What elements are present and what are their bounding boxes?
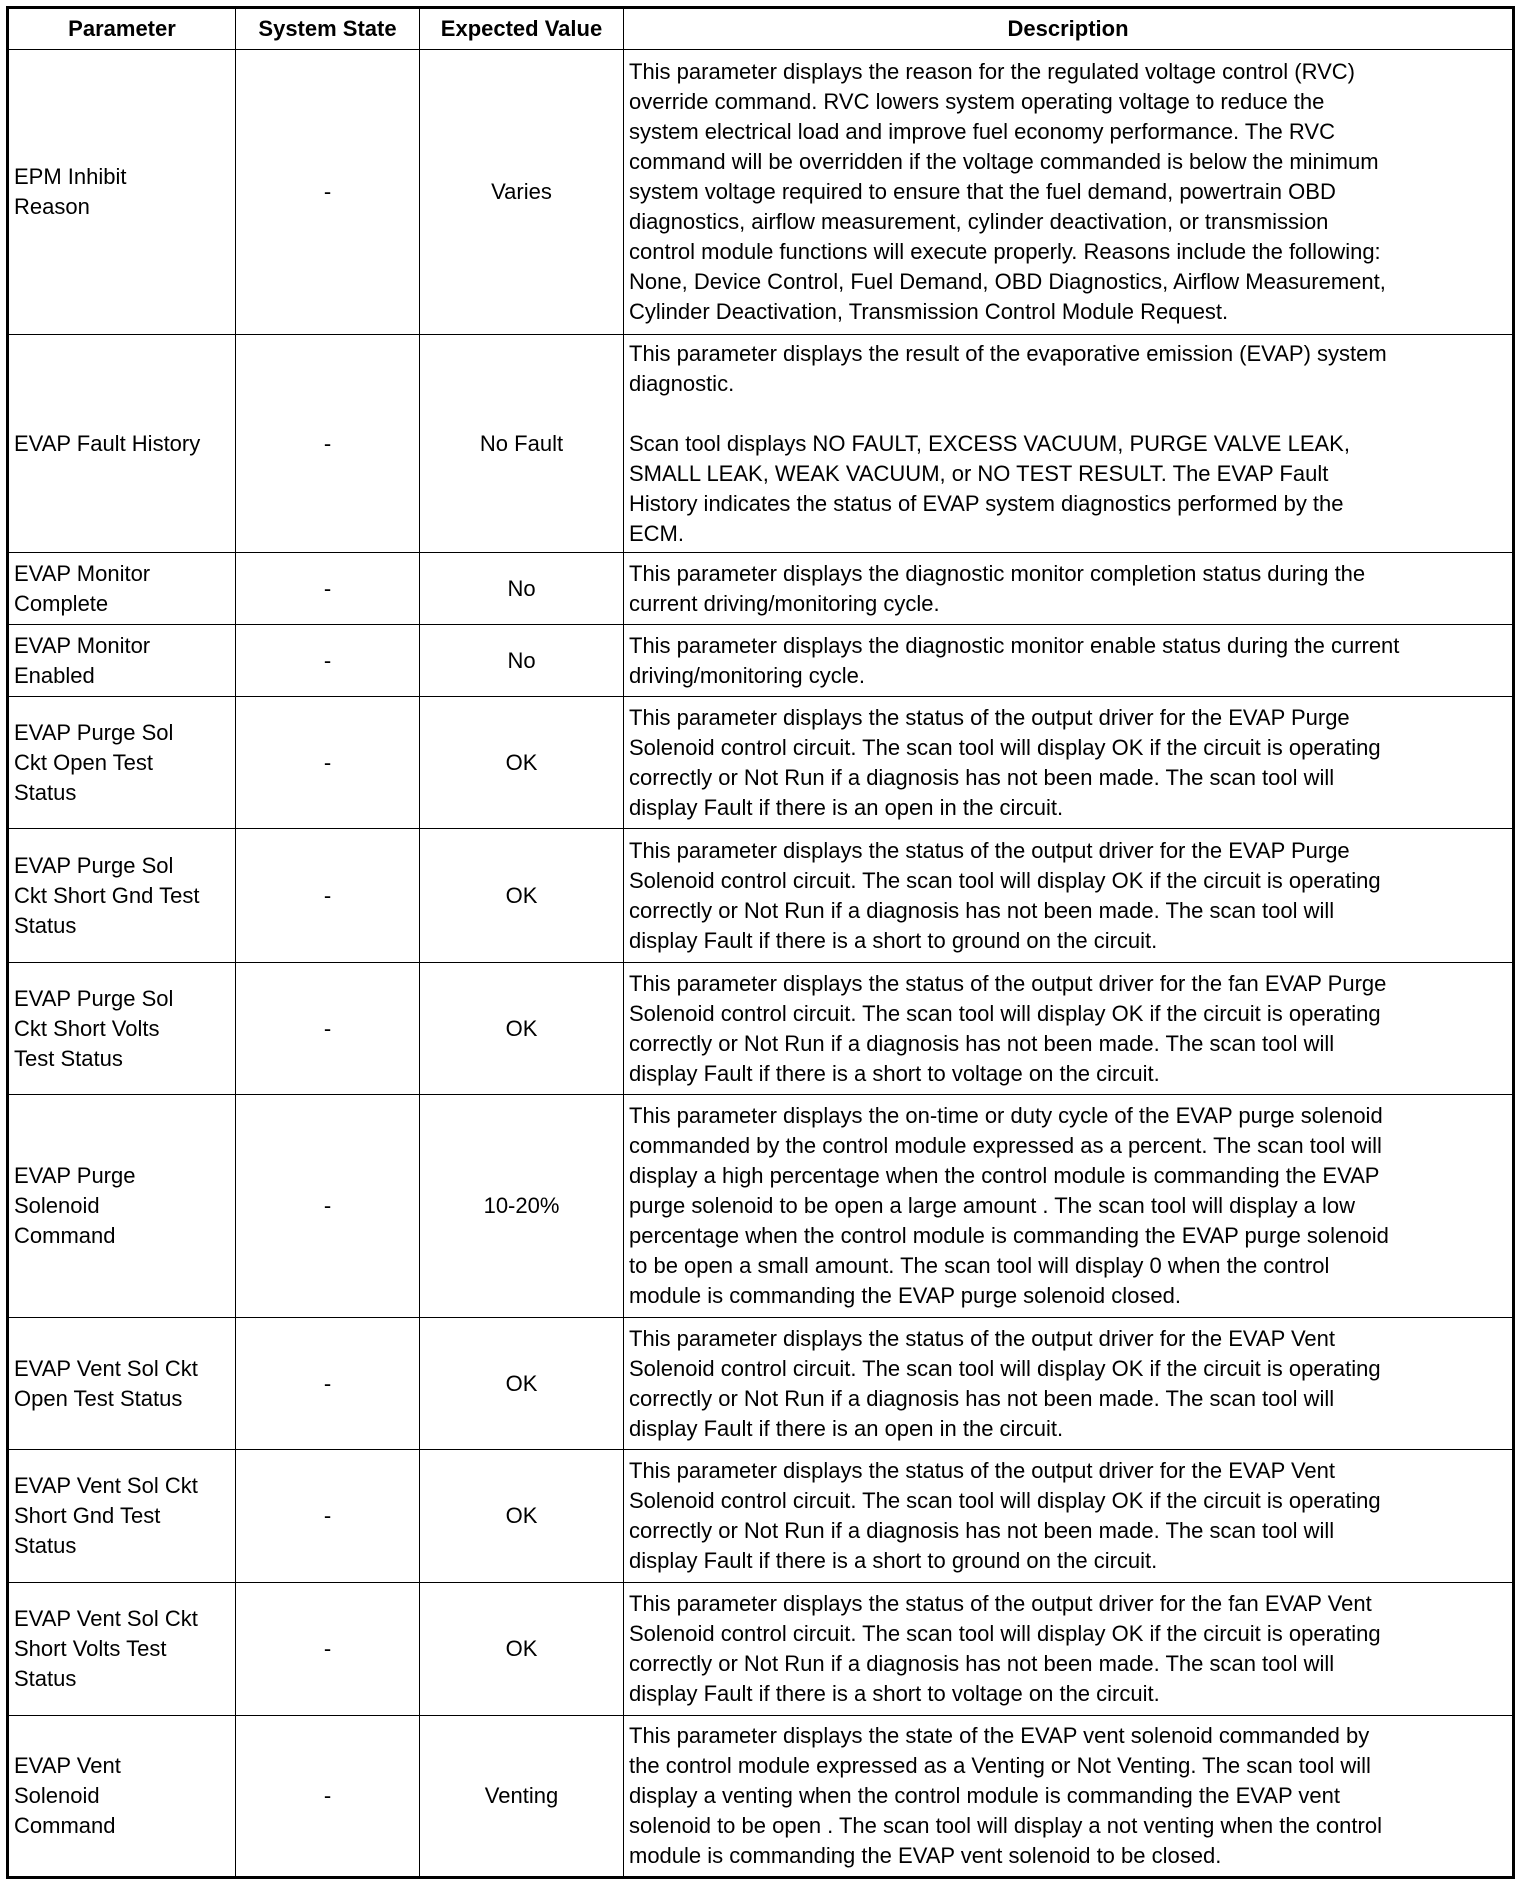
system-state-cell: -: [236, 553, 420, 625]
system-state-cell: -: [236, 1583, 420, 1716]
system-state-cell: -: [236, 697, 420, 829]
parameter-table: [6, 6, 1515, 1879]
table-row: [8, 697, 1514, 829]
expected-value-cell: OK: [420, 1318, 624, 1450]
table-row: [8, 829, 1514, 963]
table-row: [8, 335, 1514, 553]
header-parameter: Parameter: [8, 8, 236, 50]
description-cell: This parameter displays the status of the output driver for the EVAP Purge Solenoid control circuit. The scan tool will display OK if the circuit is operating correctly or Not Run if a diagnosis has not been made. The scan tool will display Fault if there is a short to ground on the circuit.: [624, 829, 1514, 963]
system-state-cell: -: [236, 50, 420, 335]
table-row: [8, 50, 1514, 335]
description-cell: This parameter displays the diagnostic monitor completion status during the current driving/monitoring cycle.: [624, 553, 1514, 625]
description-cell: This parameter displays the status of the output driver for the EVAP Vent Solenoid control circuit. The scan tool will display OK if the circuit is operating correctly or Not Run if a diagnosis has not been made. The scan tool will display Fault if there is an open in the circuit.: [624, 1318, 1514, 1450]
expected-value-cell: OK: [420, 1450, 624, 1583]
system-state-cell: -: [236, 1318, 420, 1450]
header-description: Description: [624, 8, 1514, 50]
header-row: [8, 8, 1514, 50]
description-cell: This parameter displays the state of the EVAP vent solenoid commanded by the control module expressed as a Venting or Not Venting. The scan tool will display a venting when the control module is commanding the EVAP vent solenoid to be open . The scan tool will display a not venting when the control module is commanding the EVAP vent solenoid to be closed.: [624, 1716, 1514, 1878]
description-cell: This parameter displays the status of the output driver for the fan EVAP Vent Solenoid control circuit. The scan tool will display OK if the circuit is operating correctly or Not Run if a diagnosis has not been made. The scan tool will display Fault if there is a short to voltage on the circuit.: [624, 1583, 1514, 1716]
system-state-cell: -: [236, 1095, 420, 1318]
expected-value-cell: No: [420, 625, 624, 697]
expected-value-cell: 10-20%: [420, 1095, 624, 1318]
system-state-cell: -: [236, 1716, 420, 1878]
parameter-cell: EVAP Vent Solenoid Command: [8, 1716, 236, 1878]
description-cell: This parameter displays the diagnostic monitor enable status during the current driving/monitoring cycle.: [624, 625, 1514, 697]
expected-value-cell: No Fault: [420, 335, 624, 553]
system-state-cell: -: [236, 1450, 420, 1583]
expected-value-cell: OK: [420, 697, 624, 829]
table-row: [8, 553, 1514, 625]
table-row: [8, 1716, 1514, 1878]
table-row: [8, 625, 1514, 697]
table-row: [8, 1583, 1514, 1716]
description-cell: This parameter displays the status of the output driver for the EVAP Purge Solenoid control circuit. The scan tool will display OK if the circuit is operating correctly or Not Run if a diagnosis has not been made. The scan tool will display Fault if there is an open in the circuit.: [624, 697, 1514, 829]
expected-value-cell: OK: [420, 963, 624, 1095]
parameter-cell: EVAP Purge Sol Ckt Open Test Status: [8, 697, 236, 829]
parameter-cell: EVAP Vent Sol Ckt Short Volts Test Status: [8, 1583, 236, 1716]
system-state-cell: -: [236, 625, 420, 697]
parameter-cell: EVAP Fault History: [8, 335, 236, 553]
description-cell: This parameter displays the on-time or duty cycle of the EVAP purge solenoid commanded by the control module expressed as a percent. The scan tool will display a high percentage when the control module is commanding the EVAP purge solenoid to be open a large amount . The scan tool will display a low percentage when the control module is commanding the EVAP purge solenoid to be open a small amount. The scan tool will display 0 when the control module is commanding the EVAP purge solenoid closed.: [624, 1095, 1514, 1318]
expected-value-cell: OK: [420, 829, 624, 963]
parameter-cell: EPM Inhibit Reason: [8, 50, 236, 335]
system-state-cell: -: [236, 829, 420, 963]
parameter-cell: EVAP Monitor Complete: [8, 553, 236, 625]
description-cell: This parameter displays the status of the output driver for the fan EVAP Purge Solenoid control circuit. The scan tool will display OK if the circuit is operating correctly or Not Run if a diagnosis has not been made. The scan tool will display Fault if there is a short to voltage on the circuit.: [624, 963, 1514, 1095]
table-row: [8, 1095, 1514, 1318]
header-expected-value: Expected Value: [420, 8, 624, 50]
parameter-cell: EVAP Purge Sol Ckt Short Volts Test Status: [8, 963, 236, 1095]
expected-value-cell: OK: [420, 1583, 624, 1716]
header-system-state: System State: [236, 8, 420, 50]
parameter-cell: EVAP Purge Sol Ckt Short Gnd Test Status: [8, 829, 236, 963]
expected-value-cell: Venting: [420, 1716, 624, 1878]
description-cell: This parameter displays the result of the evaporative emission (EVAP) system diagnostic. Scan tool displays NO FAULT, EXCESS VACUUM, PURGE VALVE LEAK, SMALL LEAK, WEAK VACUUM, or NO TEST RESULT. The EVAP Fault History indicates the status of EVAP system diagnostics performed by the ECM.: [624, 335, 1514, 553]
system-state-cell: -: [236, 963, 420, 1095]
parameter-cell: EVAP Monitor Enabled: [8, 625, 236, 697]
description-cell: This parameter displays the status of the output driver for the EVAP Vent Solenoid control circuit. The scan tool will display OK if the circuit is operating correctly or Not Run if a diagnosis has not been made. The scan tool will display Fault if there is a short to ground on the circuit.: [624, 1450, 1514, 1583]
system-state-cell: -: [236, 335, 420, 553]
expected-value-cell: No: [420, 553, 624, 625]
parameter-cell: EVAP Vent Sol Ckt Short Gnd Test Status: [8, 1450, 236, 1583]
description-cell: This parameter displays the reason for the regulated voltage control (RVC) override command. RVC lowers system operating voltage to reduce the system electrical load and improve fuel economy performance. The RVC command will be overridden if the voltage commanded is below the minimum system voltage required to ensure that the fuel demand, powertrain OBD diagnostics, airflow measurement, cylinder deactivation, or transmission control module functions will execute properly. Reasons include the following: None, Device Control, Fuel Demand, OBD Diagnostics, Airflow Measurement, Cylinder Deactivation, Transmission Control Module Request.: [624, 50, 1514, 335]
parameter-cell: EVAP Vent Sol Ckt Open Test Status: [8, 1318, 236, 1450]
table-row: [8, 963, 1514, 1095]
expected-value-cell: Varies: [420, 50, 624, 335]
parameter-cell: EVAP Purge Solenoid Command: [8, 1095, 236, 1318]
table-row: [8, 1318, 1514, 1450]
table-row: [8, 1450, 1514, 1583]
